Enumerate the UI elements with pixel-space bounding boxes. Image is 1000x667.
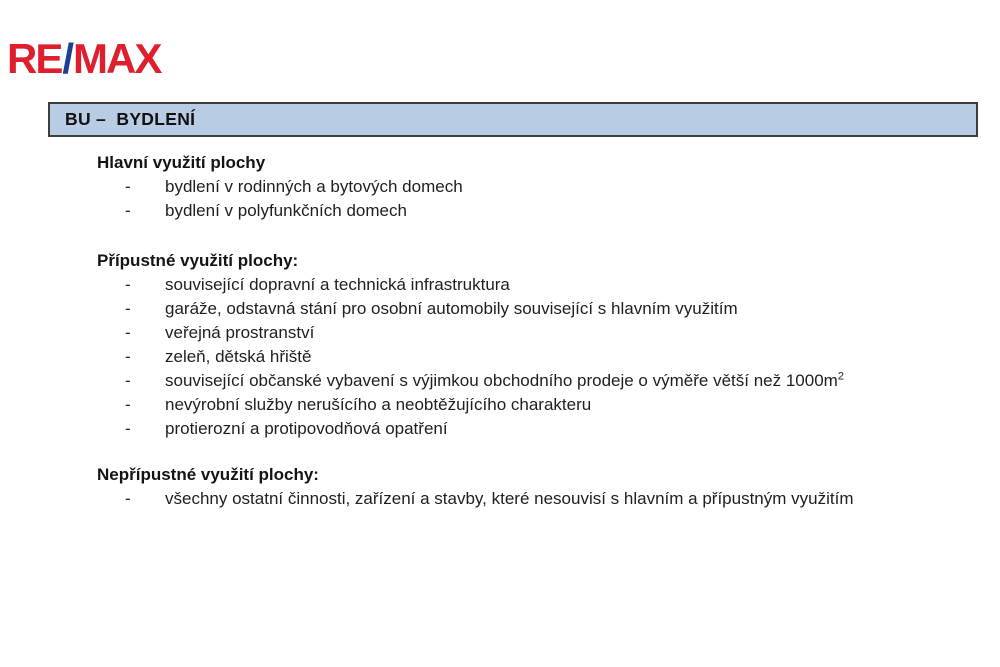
list-item-text: související občanské vybavení s výjimkou obchodního prodeje o výměře větší než $1000m^2$ [165,370,844,390]
bullet-dash: - [125,347,131,366]
list-item [97,273,940,297]
logo-slash-icon: / [62,35,73,82]
section-header-title: BU – BYDLENÍ [65,109,196,129]
logo-max: MAX [73,35,161,82]
list-item-text: související dopravní a technická infrastruktura [165,275,510,294]
document-section [97,151,940,223]
list-item [97,417,940,441]
list-item-text: veřejná prostranství [165,323,315,342]
superscript: 2 [837,370,844,383]
list-item-text: bydlení v polyfunkčních domech [165,201,407,220]
bullet-dash: - [125,323,131,342]
bullet-dash: - [125,201,131,220]
list-item [97,321,940,345]
bullet-dash: - [125,395,131,414]
bullet-dash: - [125,419,131,438]
list-item-text: protierozní a protipovodňová opatření [165,419,448,438]
list-item-text: bydlení v rodinných a bytových domech [165,177,463,196]
remax-logo [7,35,161,82]
section-heading: Přípustné využití plochy: [97,251,299,270]
list-item-text: zeleň, dětská hřiště [165,347,312,366]
list-item-text: nevýrobní služby nerušícího a neobtěžujícího charakteru [165,395,592,414]
document-body [97,151,940,511]
list-item [97,175,940,199]
bullet-dash: - [125,299,131,318]
list-item-text: všechny ostatní činnosti, zařízení a stavby, které nesouvisí s hlavním a přípustným využitím [165,489,854,508]
logo-re: RE [7,35,62,82]
list-item [97,393,940,417]
document-section [97,463,940,511]
document-section [97,249,940,441]
bullet-dash: - [125,489,131,508]
section-item-list [97,273,940,441]
list-item [97,345,940,369]
bullet-dash: - [125,177,131,196]
list-item-text: garáže, odstavná stání pro osobní automobily související s hlavním využitím [165,299,738,318]
section-heading: Hlavní využití plochy [97,153,266,172]
list-item [97,369,940,393]
section-item-list [97,175,940,223]
list-item [97,199,940,223]
bullet-dash: - [125,275,131,294]
section-heading: Nepřípustné využití plochy: [97,465,319,484]
section-header-bar [48,102,978,137]
bullet-dash: - [125,371,131,390]
section-item-list [97,487,940,511]
list-item [97,487,940,511]
list-item [97,297,940,321]
